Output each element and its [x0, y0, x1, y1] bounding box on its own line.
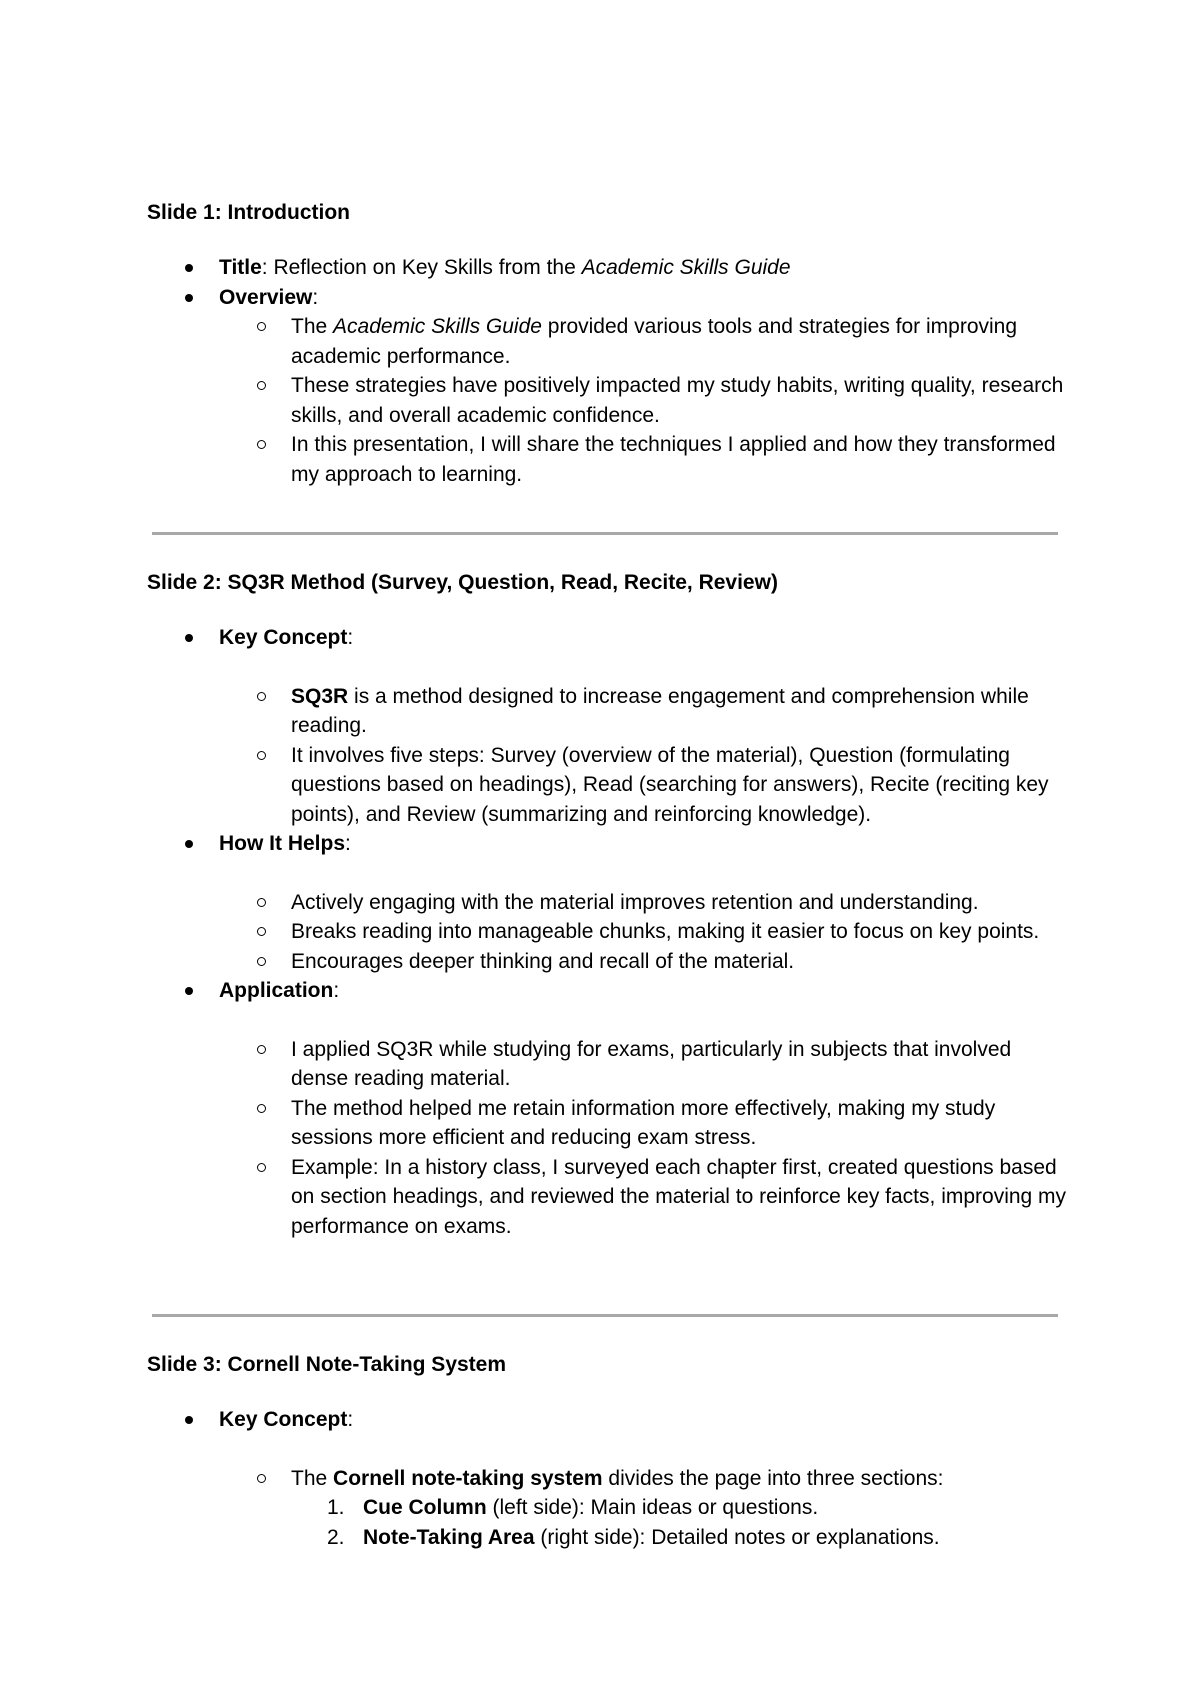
text-italic: Academic Skills Guide — [333, 315, 542, 338]
list-item — [147, 623, 1067, 829]
colon: : — [347, 626, 354, 649]
list-item — [147, 1405, 1067, 1552]
key-concept-label: Key Concept — [219, 626, 348, 649]
title-label: Title — [219, 256, 262, 279]
slide3-section — [147, 1351, 1067, 1552]
list-item — [219, 312, 1067, 371]
title-text: : Reflection on Key Skills from the — [261, 256, 582, 279]
sections-numbered-list — [291, 1493, 1067, 1552]
text: (left side): Main ideas or questions. — [486, 1496, 819, 1519]
list-item — [147, 253, 1067, 283]
list-item: I applied SQ3R while studying for exams, particularly in subjects that involved dense reading material. — [219, 1035, 1067, 1094]
application-sublist — [219, 1035, 1067, 1242]
list-item: In this presentation, I will share the techniques I applied and how they transformed my approach to learning. — [219, 430, 1067, 489]
section-divider — [152, 532, 1058, 535]
list-item: Breaks reading into manageable chunks, making it easier to focus on key points. — [219, 917, 1067, 947]
key-concept-label: Key Concept — [219, 1408, 348, 1431]
item-number: 1. — [327, 1496, 345, 1519]
text: provided various tools and strategies for improving academic performance. — [291, 315, 1018, 368]
list-item: Example: In a history class, I surveyed each chapter first, created questions based on section headings, and reviewed the material to reinforce key facts, improving my performance on exams. — [219, 1153, 1067, 1242]
slide1-heading: Slide 1: Introduction — [147, 201, 350, 224]
how-it-helps-sublist — [219, 888, 1067, 977]
list-item: The method helped me retain information more effectively, making my study sessions more efficient and reducing exam stress. — [219, 1094, 1067, 1153]
text-bold: Cornell note-taking system — [333, 1466, 603, 1490]
colon: : — [345, 832, 351, 855]
text: The — [291, 1466, 334, 1490]
slide2-list — [147, 623, 1067, 1241]
list-item: It involves five steps: Survey (overview of the material), Question (formulating questions based on headings), Read (searching for answers), Recite (reciting key points), and Review (summarizing and reinforcing knowledge). — [219, 741, 1067, 830]
list-item: Actively engaging with the material improves retention and understanding. — [219, 888, 1067, 918]
cornell-sublist — [219, 1464, 1067, 1553]
slide1-section — [147, 199, 1067, 489]
text-bold: Cue Column — [363, 1496, 487, 1519]
slide2-heading: Slide 2: SQ3R Method (Survey, Question, Read, Recite, Review) — [147, 571, 778, 594]
application-label: Application — [219, 979, 334, 1002]
slide1-list — [147, 253, 1067, 489]
colon: : — [312, 285, 319, 309]
list-item: Encourages deeper thinking and recall of the material. — [219, 947, 1067, 977]
slide3-heading: Slide 3: Cornell Note-Taking System — [147, 1353, 507, 1376]
text: (right side): Detailed notes or explanations. — [534, 1525, 940, 1549]
list-item — [147, 976, 1067, 1241]
text-bold: SQ3R — [291, 684, 349, 708]
key-concept-sublist — [219, 682, 1067, 830]
slide2-section — [147, 569, 1067, 1241]
list-item — [147, 829, 1067, 976]
text: is a method designed to increase engagement and comprehension while reading. — [291, 684, 1029, 737]
overview-label: Overview — [219, 285, 313, 309]
numbered-item — [291, 1523, 1067, 1553]
title-italic: Academic Skills Guide — [581, 256, 791, 279]
text: The — [291, 315, 334, 338]
how-it-helps-label: How It Helps — [219, 832, 346, 855]
colon: : — [333, 979, 340, 1002]
item-number: 2. — [327, 1525, 345, 1549]
list-item — [219, 1464, 1067, 1553]
text: divides the page into three sections: — [602, 1466, 944, 1490]
slide3-list — [147, 1405, 1067, 1552]
overview-sublist — [219, 312, 1067, 489]
list-item — [219, 682, 1067, 741]
numbered-item — [291, 1493, 1067, 1523]
list-item — [147, 283, 1067, 490]
list-item: These strategies have positively impacted my study habits, writing quality, research skills, and overall academic confidence. — [219, 371, 1067, 430]
colon: : — [347, 1408, 354, 1431]
text-bold: Note-Taking Area — [363, 1525, 535, 1549]
section-divider — [152, 1314, 1058, 1317]
